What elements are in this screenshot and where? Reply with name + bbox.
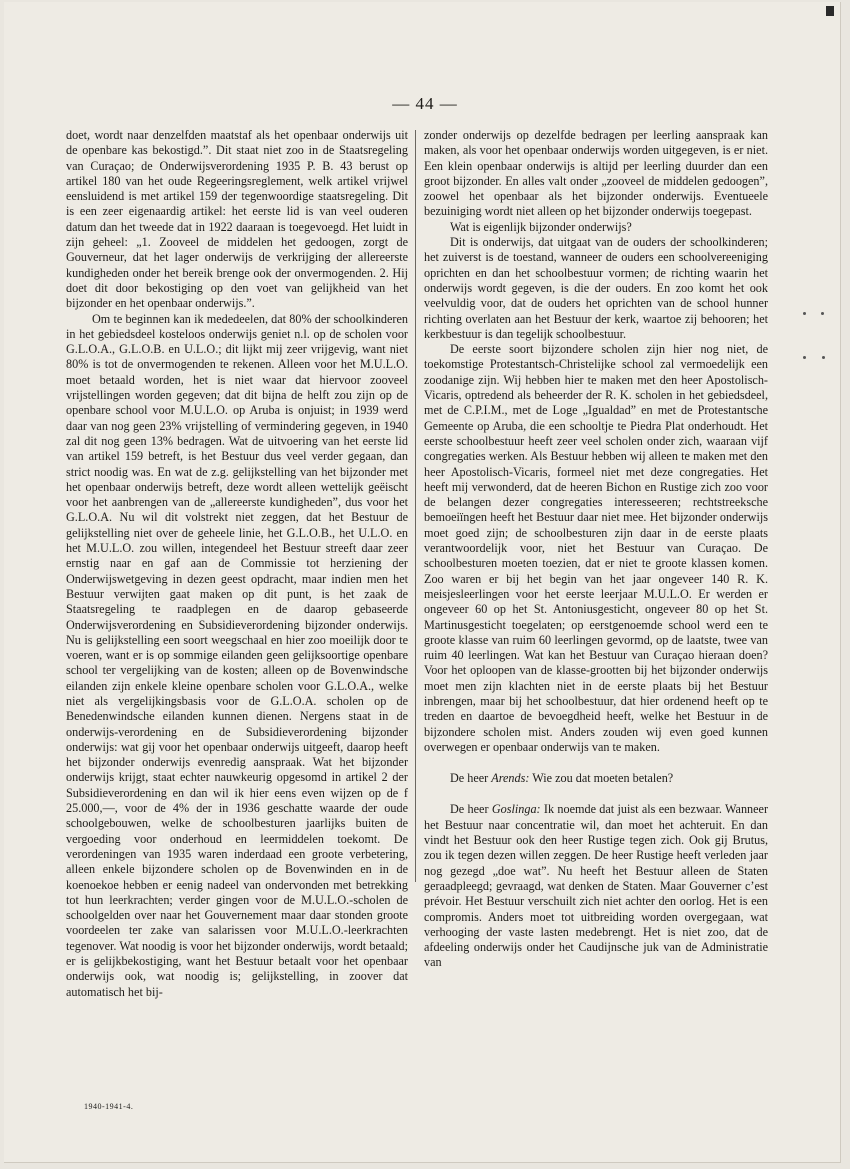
speaker-intro: De heer (450, 802, 492, 817)
speaker-name: Goslinga: (491, 802, 541, 817)
left-paragraph: doet, wordt naar denzelfden maatstaf als het openbaar onderwijs uit de openbare kas bekostigd.”. Dit staat niet zoo in de Staatsregeling van Curaçao; de Onderwijsverordening 1935 P. B. 43 berust op artikel 180 van het oude Regeeringsreglement, welk artikel vrijwel eensluidend is met artikel 159 der tegenwoordige staatsregeling. Dit is een zeer eigenaardig artikel: het eerste lid is van veel ouderen datum dan het tweede dat in 1922 daaraan is toegevoegd. Het luidt in zijn geheel: „1. Zooveel de middelen het gedoogen, zorgt de Gouverneur, dat het lager onderwijs de verkrijging der allereerste kundigheden onder het bereik brenge ook der onvermogenden. 2. Hij doet dit door bekostiging op den voet van gelijkheid van het bijzonder en het openbaar onderwijs.”. (66, 128, 408, 311)
column-divider (415, 130, 416, 882)
right-paragraph: Dit is onderwijs, dat uitgaat van de ouders der schoolkinderen; het zuiverst is de toestand, wanneer de ouders een schoolvereeniging oprichten en dan het schoolbestuur vormen; de richting waarin het onderwijs wordt gegeven, is die der ouders. En zoo komt het ook veelvuldig voor, dat de ouders het oprichten van de school hunner richting overlaten aan het Bestuur der kerk, waartoe zij behooren; het kerkbestuur is dan tegelijk schoolbestuur. (424, 235, 768, 341)
right-paragraph: De eerste soort bijzondere scholen zijn hier nog niet, de toekomstige Protestantsch-Christelijke school zal vermoedelijk een zoodanige zijn. Wij hebben hier te maken met den heer Apostolisch-Vicaris, optredend als beheerder der R. K. scholen in het gebiedsdeel, met de C.P.I.M., met de Loge „Igualdad” en met de Protestantsche Gemeente op Aruba, die een schooltje te Piedra Plat onderhoudt. Het eerste schoolbestuur heeft zeer veel scholen onder zich, waaraan vijf congregaties werken. Als Bestuur hebben wij alleen te maken met den heer Apostolisch-Vicaris, formeel niet met deze congregaties. Het heeft mij verwonderd, dat de heeren Bichon en Rustige zich zoo voor de belangen dezer congregaties interesseeren; rechtstreeksche bemoeiïngen heeft het Bestuur daar niet mee. Het bijzonder onderwijs moet goed zijn; de schoolbesturen zijn daar in de eerste plaats verantwoordelijk voor, niet het Bestuur van Curaçao. De schoolbesturen moeten toezien, dat er niet te groote klassen komen. Zoo waren er bij het begin van het jaar ongeveer 140 R. K. meisjesleerlingen voor het eerste leerjaar M.U.L.O. Er werden er ongeveer 60 op het St. Antoniusgesticht, ongeveer 80 op het St. Martinusgesticht toegelaten; op eerstgenoemde school werd een te groote klasse van ruim 60 leerlingen gevormd, op de laatste, twee van ruim 40 leerlingen. Wat kan het Bestuur van Curaçao hieraan doen? Voor het oploopen van de klasse-grootten bij het bijzonder onderwijs moet men zijn klachten niet in de eerste plaats bij het Bestuur inbrengen, maar bij het schoolbestuur, dat hier ordenend heeft op te treden en daartoe de bevoegdheid heeft, welke het Bestuur in de bijzondere scholen mist. Anders zouden wij even goed kunnen overwegen er openbaar onderwijs van te maken. (424, 342, 768, 754)
speaker-text: Wie zou dat moeten betalen? (529, 771, 674, 786)
right-column (424, 128, 768, 971)
margin-dot (822, 356, 825, 359)
right-paragraph: zonder onderwijs op dezelfde bedragen per leerling aanspraak kan maken, als voor het openbaar onderwijs worden uitgegeven, is er niet. Een klein openbaar onderwijs is altijd per leerling duurder dan een groot bijzonder. En alles valt onder „zooveel de middelen gedoogen”, zoowel het openbaar als het bijzonder onderwijs. Eventueele bezuiniging wordt niet alleen op het bijzonder onderwijs toegepast. (424, 128, 768, 219)
speaker-text: Ik noemde dat juist als een bezwaar. Wanneer het Bestuur naar concentratie wil, dan moet het achteruit. En dan vindt het Bestuur ook den heer Rustige tegen zich. Ook gij Brutus, zou ik tegen dezen willen zeggen. De heer Rustige heeft verleden jaar nog gezegd „doe wat”. Nu heeft het Bestuur alleen de Staten geraadpleegd; gevraagd, wat denken de Staten. Maar Gouverner c’est prévoir. Het Bestuur verschuilt zich niet achter den oorlog. Het is een compromis. Anders moet tot uitbreiding worden overgegaan, wat verhooging der vaste lasten medebrengt. Het is niet zoo, dat de afdeeling onderwijs onder het Caudijnsche juk van de Administratie van (424, 802, 769, 970)
speaker-intro: De heer (450, 771, 492, 786)
scan-corner-mark (826, 6, 834, 16)
margin-dot (803, 356, 806, 359)
section-question: Wat is eigenlijk bijzonder onderwijs? (450, 219, 632, 234)
left-paragraph: Om te beginnen kan ik mededeelen, dat 80% der schoolkinderen in het gebiedsdeel kosteloos onderwijs geniet n.l. op de scholen voor G.L.O.A., G.L.O.B. en U.L.O.; dit lijkt mij zeer vrijgevig, want niet 80% is tot de onvermogenden te rekenen. Alleen voor het M.U.L.O. moet betaald worden, het is niet waar dat hiervoor zooveel vrijstellingen worden gegeven; dat dit bijna de helft zou zijn op de openbare school voor M.U.L.O. op Aruba is onjuist; in 1939 werd daar van nog geen 23% vrijstelling of vermindering gegeven, in 1940 zal dit nog geen 13% bedragen. Wat de uitvoering van het eerste lid van artikel 159 betreft, is het Bestuur dus veel verder gegaan, dan strict noodig was. En wat de z.g. gelijkstelling van het bijzonder met het openbaar onderwijs betreft, deze wordt alleen wettelijk geëischt voor het aanbrengen van de „allereerste kundigheden”, dus voor het G.L.O.A. Nu wil dit volstrekt niet zeggen, dat het Bestuur de gelijkstelling niet over de geheele linie, het G.L.O.B., het U.L.O. en het M.U.L.O. zou willen, integendeel het Bestuur streeft daar zeer ernstig naar en gaf aan de Commissie tot herziening der Onderwijswetgeving in dezen geest opdracht, maar indien men het Bestuur verwijten gaat maken op dit punt, is het zaak de Staatsregeling te raadplegen en de daarop gebaseerde Onderwijsverordening en Subsidieverordening bijzonder onderwijs. Nu is gelijkstelling een soort weegschaal en hier zoo moeilijk door te voeren, want er is op sommige eilanden geen gelijksoortige openbare school ter vergelijking van de kosten; alleen op de Bovenwindsche eilanden zijn enkele kleine openbare scholen voor G.L.O.A., welke niet als vergelijkingsbasis voor de G.L.O.A. scholen op de Benedenwindsche eilanden kunnen dienen. Nergens staat in de onderwijs-verordening en de Subsidieverordening bijzonder onderwijs: wat gij voor het openbaar onderwijs uitgeeft, daarop heeft het bijzonder onderwijs evenredig aanspraak. Wat het bijzonder onderwijs krijgt, staat echter nauwkeurig opgesomd in artikel 2 der Subsidieverordening en dan wil ik hier eens even wijzen op de f 25.000,—, voor de 4% der in 1936 geschatte waarde der oude schoolgebouwen, welke de schoolbesturen jaarlijks buiten de vergoeding voor onderhoud en leermiddelen toekomt. De verordeningen van 1935 waren inderdaad een groote verbetering, alleen enkele bijzondere scholen op de Bovenwinden en in de koenoekoe hebben er eenig nadeel van ondervonden met betrekking tot hun leerkrachten; verder gingen voor de M.U.L.O.-scholen de schoolgelden over naar het Gouvernement maar daar stonden groote voordeelen ter zake van salarissen voor M.U.L.O.-leerkrachten tegenover. Wat noodig is voor het bijzonder onderwijs, wordt betaald; er is gelijkbekostiging, want het Bestuur betaalt voor het openbaar onderwijs ook, wat noodig is; gelijkstelling, in zoover dat automatisch het bij- (66, 311, 408, 999)
page-number: — 44 — (392, 94, 458, 113)
speaker-goslinga (424, 802, 768, 970)
speaker-arends (424, 771, 768, 786)
left-column (66, 128, 408, 1000)
margin-dot (821, 312, 824, 315)
footer-code: 1940-1941-4. (84, 1102, 134, 1111)
margin-dot (803, 312, 806, 315)
speaker-name: Arends: (491, 771, 530, 786)
